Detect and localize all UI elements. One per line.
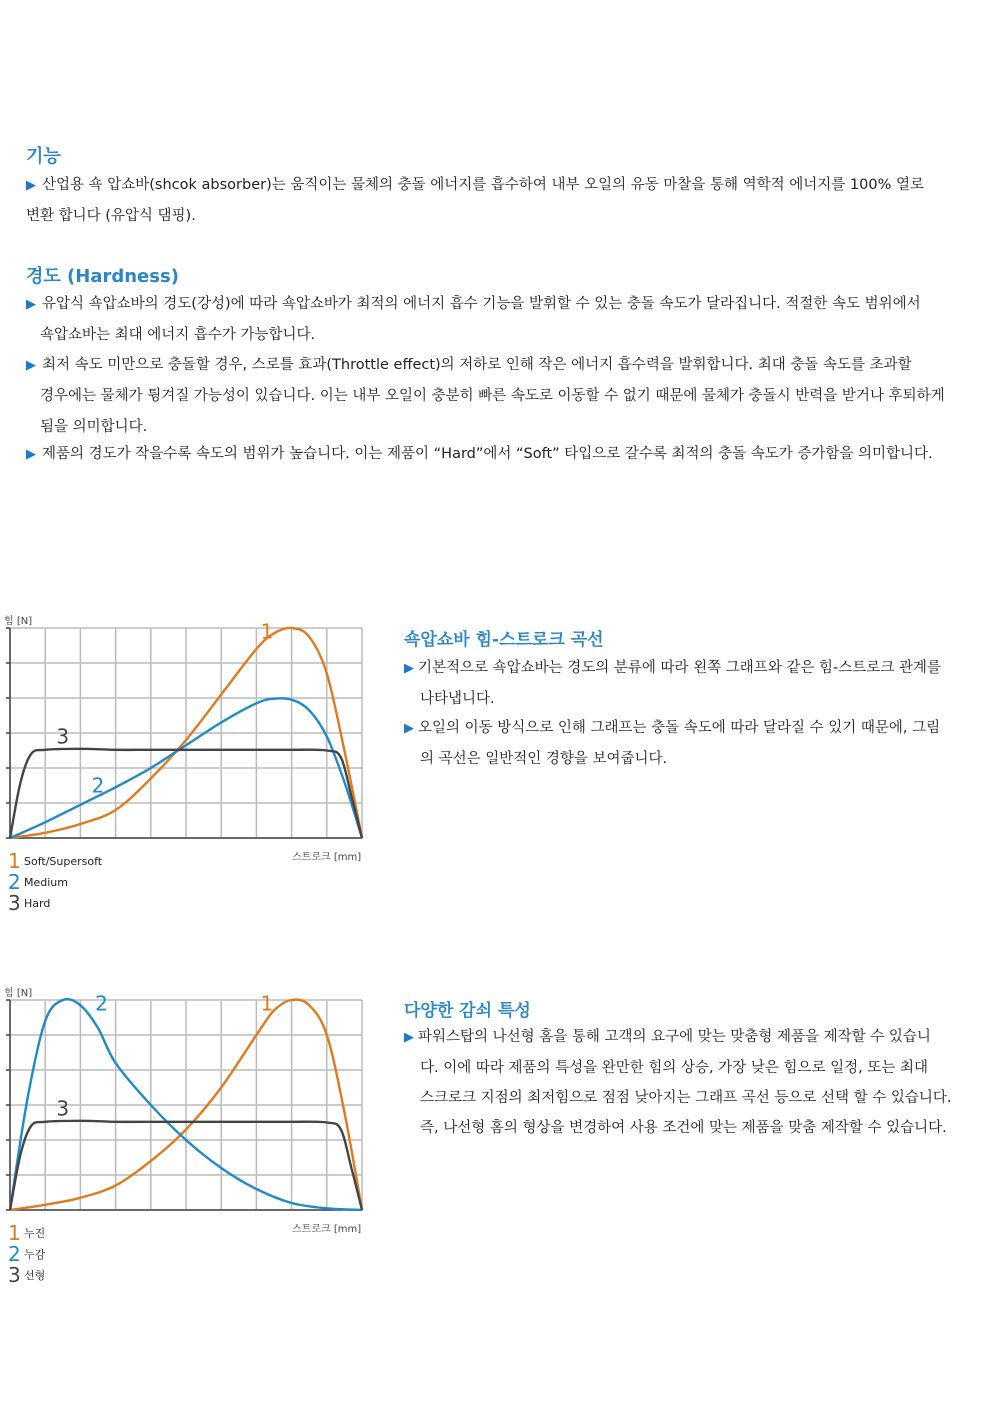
hardness-b2-line-1: 최저 속도 미만으로 충돌할 경우, 스로틀 효과(Throttle effect)의 저하로 인해 작은 에너지 흡수력을 발휘합니다. 최대 충돌 속도를 초과할 (42, 357, 912, 373)
bullet-triangle-icon: ▶ (404, 661, 414, 676)
bullet-triangle-icon: ▶ (404, 1030, 414, 1045)
chart2-damping (0, 990, 380, 1220)
legend-label: Hard (24, 897, 51, 910)
curve-b2-line-2: 의 곡선은 일반적인 경향을 보여줍니다. (420, 751, 668, 767)
damping-bullet-1 (404, 1022, 969, 1143)
legend-item (8, 871, 102, 892)
bullet-triangle-icon: ▶ (26, 297, 36, 312)
legend-num: 1 (8, 849, 21, 873)
chart1-ylabel: 힘 [N] (4, 616, 33, 627)
curve-b2-line-1: 오일의 이동 방식으로 인해 그래프는 충돌 속도에 따라 달라질 수 있기 때문에, 그림 (418, 720, 941, 736)
hardness-b1-line-2: 쇽압쇼바는 최대 에너지 흡수가 가능합니다. (40, 327, 316, 343)
damping-title: 다양한 감쇠 특성 (404, 1001, 531, 1021)
bullet-triangle-icon: ▶ (26, 178, 36, 193)
hardness-b1-line-1: 유압식 쇽압쇼바의 경도(강성)에 따라 쇽압쇼바가 최적의 에너지 흡수 기능을 발휘할 수 있는 충돌 속도가 달라집니다. 적절한 속도 범위에서 (42, 296, 921, 312)
chart1-force-stroke (0, 618, 380, 848)
chart2-ylabel: 힘 [N] (4, 988, 33, 999)
legend-num: 2 (8, 870, 21, 894)
legend-label: 누감 (24, 1248, 46, 1261)
chart1-legend (8, 850, 102, 913)
hardness-b3: 제품의 경도가 작을수록 속도의 범위가 높습니다. 이는 제품이 “Hard”에서 “Soft” 타입으로 갈수록 최적의 충돌 속도가 증가함을 의미합니다. (42, 446, 933, 462)
legend-label: Soft/Supersoft (24, 855, 103, 868)
series-annotation-3: 3 (56, 724, 70, 749)
legend-num: 2 (8, 1242, 21, 1266)
hardness-bullet-1 (26, 289, 976, 351)
hardness-b2-line-3: 됨을 의미합니다. (40, 419, 148, 435)
series-annotation-3: 3 (56, 1096, 70, 1121)
curve-bullet-1 (404, 653, 969, 714)
damping-line-4: 즉, 나선형 홈의 형상을 변경하여 사용 조건에 맞는 제품을 맞춤 제작할 수 있습니다. (420, 1120, 947, 1136)
legend-num: 1 (8, 1221, 21, 1245)
series-annotation-1: 1 (260, 619, 274, 644)
legend-item (8, 1264, 45, 1285)
damping-line-1: 파워스탑의 나선형 홈을 통해 고객의 요구에 맞는 맞춤형 제품을 제작할 수 있습니 (418, 1029, 931, 1045)
hardness-title: 경도 (Hardness) (26, 266, 179, 287)
series-annotation-1: 1 (260, 991, 274, 1016)
legend-label: Medium (24, 876, 68, 889)
bullet-triangle-icon: ▶ (26, 358, 36, 373)
legend-num: 3 (8, 1263, 21, 1287)
legend-item (8, 1222, 45, 1243)
legend-item (8, 850, 102, 871)
damping-line-3: 스크로크 지점의 최저힘으로 점점 낮아지는 그래프 곡선 등으로 선택 할 수 있습니다. (420, 1090, 952, 1106)
hardness-bullet-3 (26, 439, 976, 470)
curve-b1-line-2: 나타냅니다. (420, 691, 495, 707)
function-title: 기능 (26, 146, 61, 167)
legend-label: 선형 (24, 1269, 46, 1282)
curve-bullet-2 (404, 713, 969, 774)
bullet-triangle-icon: ▶ (26, 447, 36, 462)
function-paragraph (26, 170, 976, 232)
bullet-triangle-icon: ▶ (404, 721, 414, 736)
legend-label: 누진 (24, 1227, 46, 1240)
hardness-b2-line-2: 경우에는 물체가 튕겨질 가능성이 있습니다. 이는 내부 오일이 충분히 빠른 속도로 이동할 수 없기 때문에 물체가 충돌시 반력을 받거나 후퇴하게 (40, 388, 945, 404)
function-line-2: 변환 합니다 (유압식 댐핑). (26, 208, 196, 224)
damping-line-2: 다. 이에 따라 제품의 특성을 완만한 힘의 상승, 가장 낮은 힘으로 일정, 또는 최대 (420, 1060, 928, 1076)
hardness-bullet-2 (26, 350, 976, 443)
legend-item (8, 1243, 45, 1264)
legend-item (8, 892, 102, 913)
curve-title: 쇽압쇼바 힘-스트로크 곡선 (404, 630, 604, 650)
series-annotation-2: 2 (91, 773, 105, 798)
legend-num: 3 (8, 891, 21, 915)
series-annotation-2: 2 (95, 991, 108, 1016)
chart2-xlabel: 스트로크 [mm] (292, 1224, 362, 1235)
chart2-legend (8, 1222, 45, 1285)
curve-b1-line-1: 기본적으로 쇽압쇼바는 경도의 분류에 따라 왼쪽 그래프와 같은 힘-스트로크 관계를 (418, 660, 941, 676)
chart1-xlabel: 스트로크 [mm] (292, 852, 362, 863)
function-line-1: 산업용 쇽 압쇼바(shcok absorber)는 움직이는 물체의 충돌 에너지를 흡수하여 내부 오일의 유동 마찰을 통해 역학적 에너지를 100% 열로 (42, 177, 924, 193)
